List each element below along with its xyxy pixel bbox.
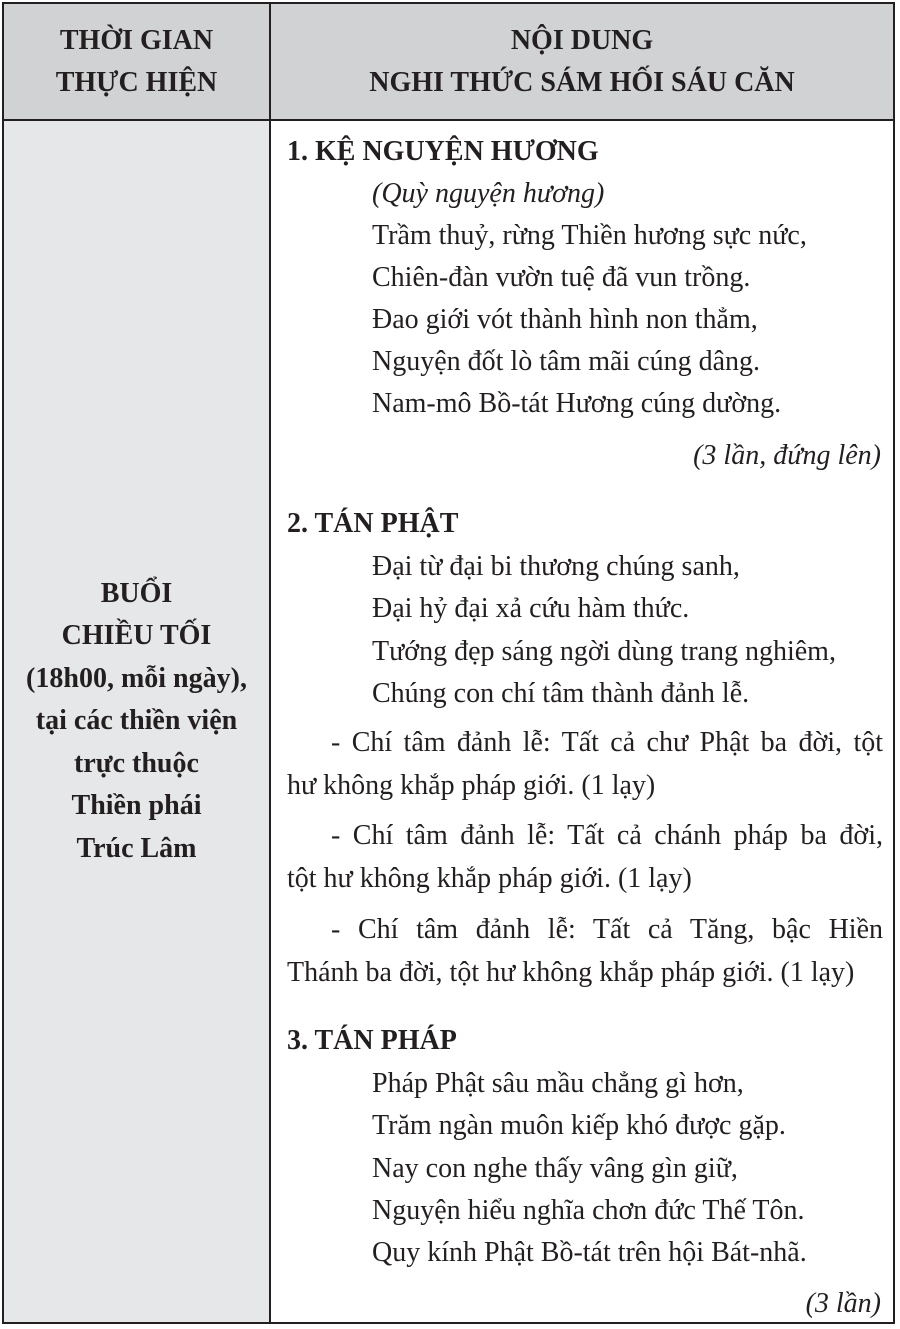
instruction-kneel: (Quỳ nguyện hương) [372, 178, 605, 209]
prostration-paragraph [287, 815, 883, 900]
time-line: CHIỀU TỐI [61, 620, 212, 652]
repeat-note: (3 lần) [805, 1288, 881, 1319]
prostration-line-2: tột hư không khắp pháp giới. (1 lạy) [287, 862, 692, 894]
ritual-table [2, 2, 895, 1324]
verse-line: Đại hỷ đại xả cứu hàm thức. [372, 593, 690, 624]
verse-line: Đại từ đại bi thương chúng sanh, [372, 551, 740, 582]
verse-line: Tướng đẹp sáng ngời dùng trang nghiêm, [372, 636, 836, 667]
header-content-line-2: NGHI THỨC SÁM HỐI SÁU CĂN [369, 66, 795, 98]
section-heading-praise-buddha: 2. TÁN PHẬT [287, 508, 459, 539]
verse-line: Trăm ngàn muôn kiếp khó được gặp. [372, 1110, 786, 1141]
header-time-line-2: THỰC HIỆN [55, 66, 218, 98]
verse-line: Đao giới vót thành hình non thẳm, [372, 304, 758, 335]
prostration-line-1: - Chí tâm đảnh lễ: Tất cả Tăng, bậc Hiền [331, 914, 883, 945]
verse-line: Nay con nghe thấy vâng gìn giữ, [372, 1153, 738, 1184]
verse-line: Nguyện hiểu nghĩa chơn đức Thế Tôn. [372, 1195, 805, 1226]
time-line: trực thuộc [74, 747, 199, 779]
time-line: Thiền phái [71, 790, 202, 822]
prostration-line-1: - Chí tâm đảnh lễ: Tất cả chư Phật ba đời, tột [331, 727, 883, 758]
verse-line: Nam-mô Bồ-tát Hương cúng dường. [372, 388, 782, 419]
section-heading-incense: 1. KỆ NGUYỆN HƯƠNG [287, 136, 599, 167]
verse-line: Chúng con chí tâm thành đảnh lễ. [372, 678, 750, 709]
verse-line: Nguyện đốt lò tâm mãi cúng dâng. [372, 346, 761, 377]
prostration-line-2: Thánh ba đời, tột hư không khắp pháp giới. (1 lạy) [287, 956, 855, 988]
header-time-line-1: THỜI GIAN [59, 24, 214, 56]
time-cell [4, 121, 269, 1322]
prostration-line-1: - Chí tâm đảnh lễ: Tất cả chánh pháp ba đời, [331, 820, 883, 851]
time-line: (18h00, mỗi ngày), [26, 662, 247, 694]
header-time-cell [4, 4, 269, 119]
prostration-paragraph [287, 909, 883, 994]
verse-line: Quy kính Phật Bồ-tát trên hội Bát-nhã. [372, 1237, 807, 1268]
verse-line: Pháp Phật sâu mầu chẳng gì hơn, [372, 1068, 744, 1099]
content-cell [271, 121, 893, 1322]
verse-line: Chiên-đàn vườn tuệ đã vun trồng. [372, 262, 751, 293]
verse-line: Trầm thuỷ, rừng Thiền hương sực nức, [372, 220, 807, 251]
prostration-paragraph [287, 722, 883, 807]
time-line: Trúc Lâm [76, 832, 197, 864]
header-content-cell [271, 4, 893, 119]
table-header-row [4, 4, 893, 121]
prostration-line-2: hư không khắp pháp giới. (1 lạy) [287, 769, 656, 801]
section-heading-praise-dharma: 3. TÁN PHÁP [287, 1025, 457, 1056]
time-line: BUỔI [100, 577, 173, 609]
repeat-note: (3 lần, đứng lên) [693, 440, 881, 471]
header-content-line-1: NỘI DUNG [510, 24, 654, 56]
time-line: tại các thiền viện [35, 705, 238, 737]
